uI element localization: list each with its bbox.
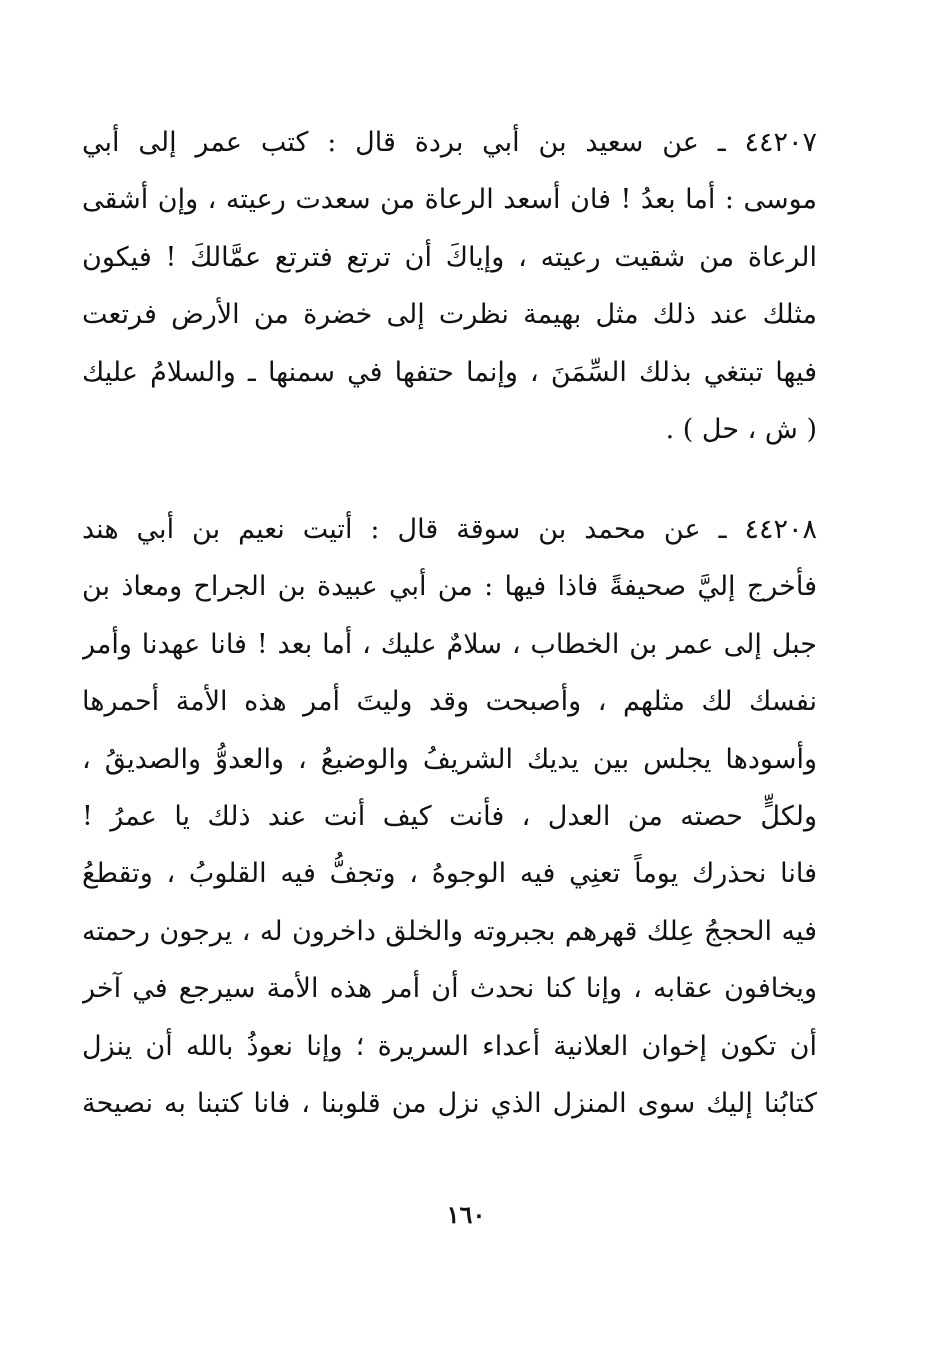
text-line: ٤٤٢٠٨ ـ عن محمد بن سوقة قال : أتيت نعيم بن أبي هند xyxy=(82,514,817,545)
text-line: فيه الحججُ عِلك قهرهم بجبروته والخلق داخرون له ، يرجون رحمته xyxy=(82,915,817,947)
source-citation: ( ش ، حل ) . xyxy=(665,413,817,445)
text-line: ويخافون عقابه ، وإنا كنا نحدث أن أمر هذه الأمة سيرجع في آخر xyxy=(82,973,817,1005)
text-line: فيها تبتغي بذلك السِّمَنَ ، وإنما حتفها في سمنها ـ والسلامُ عليك xyxy=(82,356,817,388)
text-line: الرعاة من شقيت رعيته ، وإياكَ أن ترتع فترتع عمَّالكَ ! فيكون xyxy=(82,241,817,273)
text-line: فانا نحذرك يوماً تعنِي فيه الوجوهُ ، وتجفُّ فيه القلوبُ ، وتقطعُ xyxy=(82,858,817,890)
text-line: أن تكون إخوان العلانية أعداء السريرة ؛ وإنا نعوذُ بالله أن ينزل xyxy=(82,1030,817,1062)
text-line: ٤٤٢٠٧ ـ عن سعيد بن أبي بردة قال : كتب عمر إلى أبي xyxy=(82,127,817,158)
page-number: ١٦٠ xyxy=(446,1200,486,1229)
text-line: نفسك لك مثلهم ، وأصبحت وقد وليتَ أمر هذه الأمة أحمرها xyxy=(82,686,817,718)
text-line: فأخرج إليَّ صحيفةً فاذا فيها : من أبي عبيدة بن الجراح ومعاذ بن xyxy=(82,571,817,603)
text-line: موسى : أما بعدُ ! فان أسعد الرعاة من سعدت رعيته ، وإن أشقى xyxy=(82,184,817,216)
text-line: جبل إلى عمر بن الخطاب ، سلامٌ عليك ، أما بعد ! فانا عهدنا وأمر xyxy=(82,628,817,660)
text-line: مثلك عند ذلك مثل بهيمة نظرت إلى خضرة من الأرض فرتعت xyxy=(82,299,817,331)
hadith-paragraph-44208 xyxy=(82,501,817,1132)
text-line: كتابُنا إليك سوى المنزل الذي نزل من قلوبنا ، فانا كتبنا به نصيحة xyxy=(82,1087,817,1119)
text-line: ولكلٍّ حصته من العدل ، فأنت كيف أنت عند ذلك يا عمرُ ! xyxy=(82,800,817,832)
hadith-paragraph-44207 xyxy=(82,114,817,458)
text-line: وأسودها يجلس بين يديك الشريفُ والوضيعُ ، والعدوُّ والصديقُ ، xyxy=(82,743,817,775)
